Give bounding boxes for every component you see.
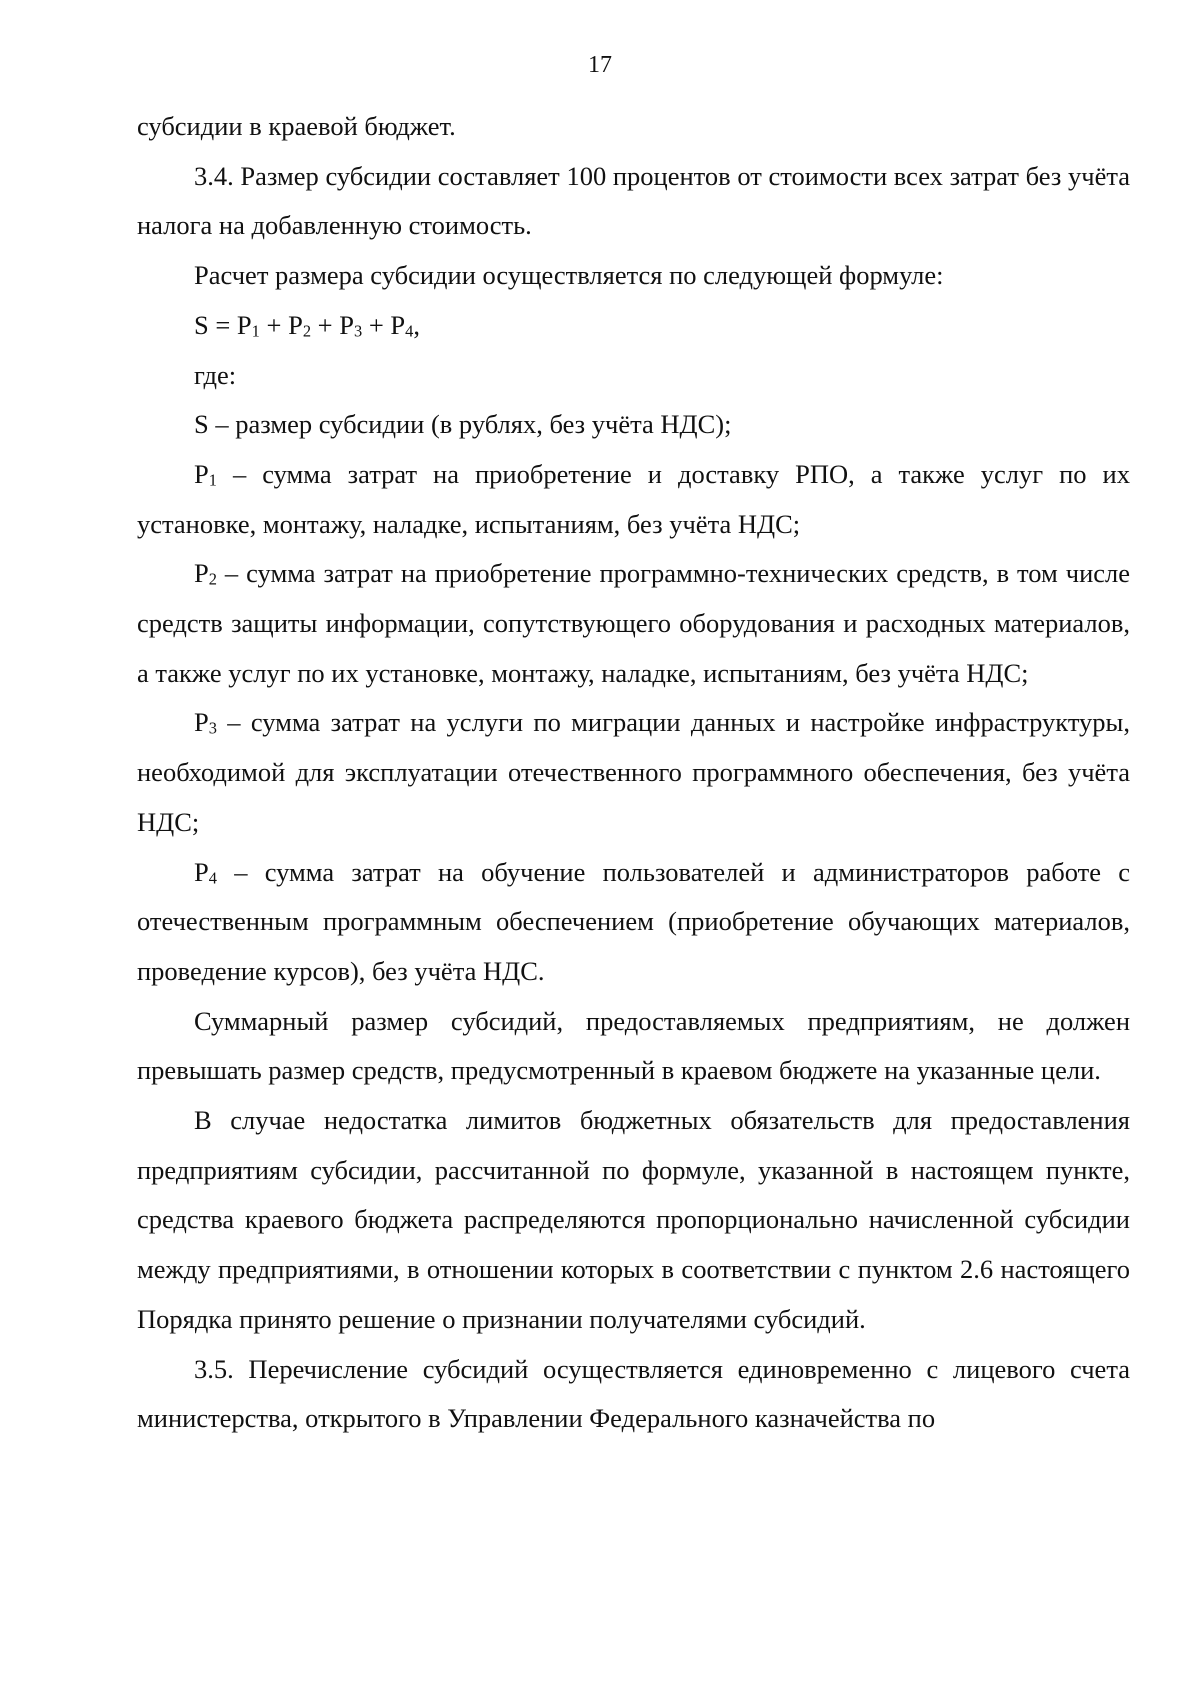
- formula-part: ,: [413, 309, 420, 340]
- formula-subscript: 1: [251, 321, 260, 341]
- paragraph-3-5: 3.5. Перечисление субсидий осуществляется единовременно с лицевого счета министерства, открытого в Управлении Федерального казначейства по: [137, 1353, 1130, 1434]
- formula-subscript: 3: [353, 321, 363, 341]
- formula-part: + P: [259, 309, 303, 340]
- paragraph-formula-intro: Расчет размера субсидии осуществляется по следующей формуле:: [194, 260, 944, 291]
- paragraph-where: где:: [194, 359, 237, 390]
- paragraph-shortfall: В случае недостатка лимитов бюджетных обязательств для предоставления предприятиям субсидии, рассчитанной по формуле, указанной в настоящем пункте, средства краевого бюджета распределяются пропорционально начисленной субсидии между предприятиями, в отношении которых в соответствии с пунктом 2.6 настоящего Порядка принято решение о признании получателями субсидий.: [137, 1105, 1130, 1334]
- paragraph-total-limit: Суммарный размер субсидий, предоставляемых предприятиям, не должен превышать размер средств, предусмотренный в краевом бюджете на указанные цели.: [137, 1005, 1130, 1086]
- variable-subscript: 2: [208, 569, 217, 589]
- page-number: 17: [588, 52, 612, 78]
- definition-text: – сумма затрат на услуги по миграции данных и настройке инфраструктуры, необходимой для эксплуатации отечественного программного обеспечения, без учёта НДС;: [137, 707, 1130, 837]
- paragraph-continuation: субсидии в краевой бюджет.: [137, 111, 456, 141]
- definition-p4: [137, 848, 1130, 997]
- formula: [137, 301, 1130, 351]
- definition-p2: [137, 549, 1130, 698]
- definition-p3: [137, 698, 1130, 847]
- formula-part: + P: [311, 309, 354, 340]
- variable-symbol: P: [194, 707, 209, 738]
- definition-s: S – размер субсидии (в рублях, без учёта НДС);: [194, 409, 732, 440]
- definition-text: – сумма затрат на приобретение и доставку РПО, а также услуг по их установке, монтажу, наладке, испытаниям, без учёта НДС;: [137, 458, 1130, 539]
- document-body: [137, 102, 1130, 1444]
- variable-subscript: 4: [208, 868, 217, 887]
- variable-symbol: P: [194, 856, 209, 887]
- variable-subscript: 1: [208, 470, 217, 490]
- formula-part: + P: [362, 309, 406, 340]
- variable-symbol: P: [194, 458, 209, 489]
- definition-text: – сумма затрат на обучение пользователей и администраторов работе с отечественным программным обеспечением (приобретение обучающих материалов, проведение курсов), без учёта НДС.: [137, 856, 1130, 986]
- paragraph-3-4: 3.4. Размер субсидии составляет 100 процентов от стоимости всех затрат без учёта налога на добавленную стоимость.: [137, 160, 1130, 241]
- definition-text: – сумма затрат на приобретение программно-технических средств, в том числе средств защиты информации, сопутствующего оборудования и расходных материалов, а также услуг по их установке, монтажу, наладке, испытаниям, без учёта НДС;: [137, 558, 1130, 688]
- definition-p1: [137, 450, 1130, 549]
- formula-subscript: 4: [405, 321, 414, 341]
- formula-subscript: 2: [302, 321, 312, 341]
- variable-symbol: P: [194, 558, 209, 589]
- variable-subscript: 3: [208, 718, 217, 738]
- formula-part: S = P: [194, 309, 252, 340]
